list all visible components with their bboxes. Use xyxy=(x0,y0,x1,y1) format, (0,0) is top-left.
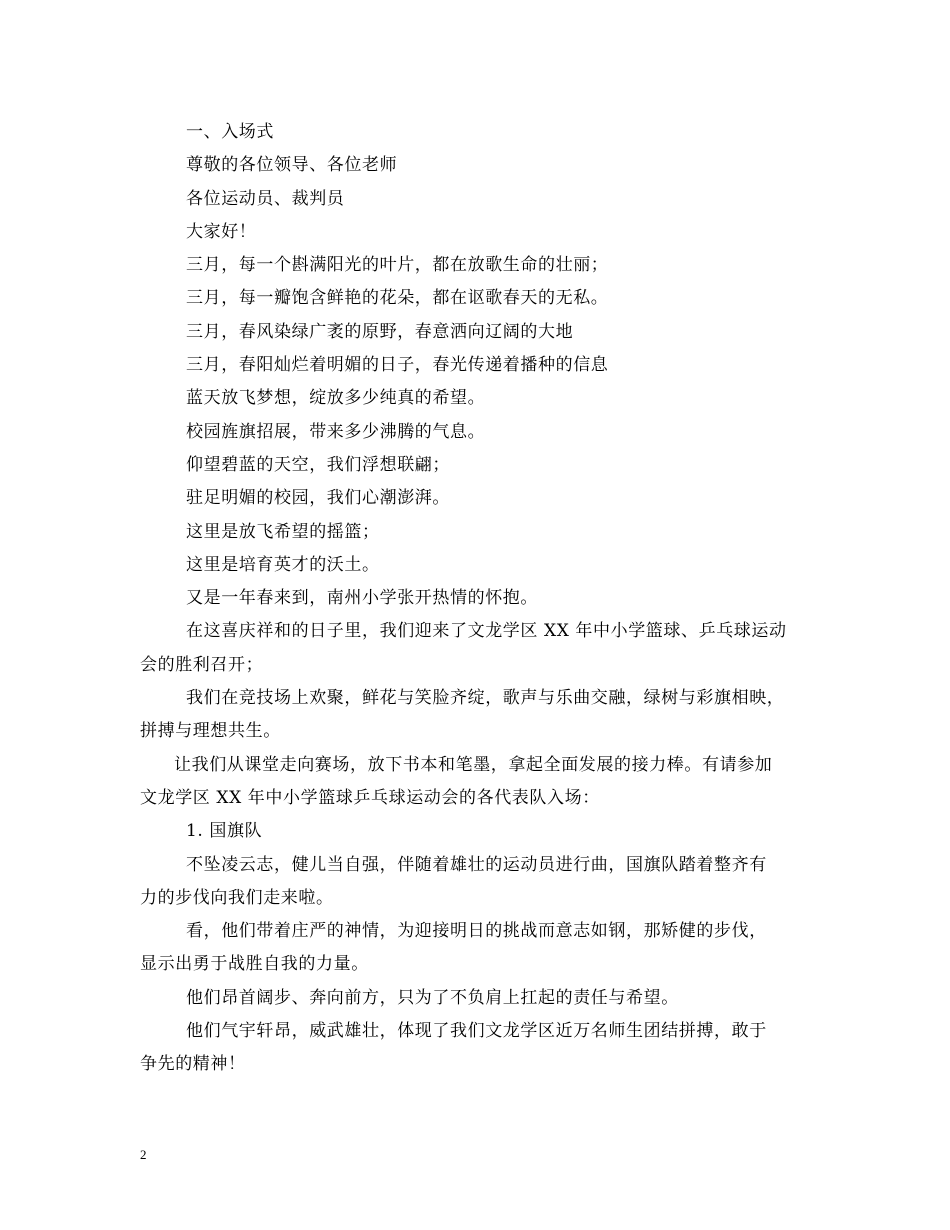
text-line: 蓝天放飞梦想，绽放多少纯真的希望。 xyxy=(186,388,486,409)
text-line: 驻足明媚的校园，我们心潮澎湃。 xyxy=(186,488,450,509)
text-line: 他们气宇轩昂，威武雄壮，体现了我们文龙学区近万名师生团结拼搏，敢于 xyxy=(186,1021,767,1042)
text-line: 他们昂首阔步、奔向前方，只为了不负肩上扛起的责任与希望。 xyxy=(186,987,679,1008)
text-line: 又是一年春来到，南州小学张开热情的怀抱。 xyxy=(186,588,538,609)
text-line: 在这喜庆祥和的日子里，我们迎来了文龙学区 XX 年中小学篮球、乒乓球运动 xyxy=(186,621,787,642)
text-line: 让我们从课堂走向赛场，放下书本和笔墨，拿起全面发展的接力棒。有请参加 xyxy=(174,754,773,775)
greeting-line: 大家好！ xyxy=(186,221,257,242)
text-line: 力的步伐向我们走来啦。 xyxy=(140,887,334,908)
text-line: 看，他们带着庄严的神情，为迎接明日的挑战而意志如钢，那矫健的步伐， xyxy=(186,921,767,942)
text-line: 拼搏与理想共生。 xyxy=(140,721,281,742)
text-line: 这里是放飞希望的摇篮； xyxy=(186,521,380,542)
salutation-line: 各位运动员、裁判员 xyxy=(186,188,345,209)
text-line: 我们在竞技场上欢聚，鲜花与笑脸齐绽，歌声与乐曲交融，绿树与彩旗相映， xyxy=(186,688,785,709)
text-line: 三月，每一个斟满阳光的叶片，都在放歌生命的壮丽； xyxy=(186,255,609,276)
text-line: 文龙学区 XX 年中小学篮球乒乓球运动会的各代表队入场： xyxy=(140,787,600,808)
salutation-line: 尊敬的各位领导、各位老师 xyxy=(186,155,398,176)
page-number: 2 xyxy=(140,1147,147,1162)
body-text xyxy=(140,116,830,1082)
text-line: 显示出勇于战胜自我的力量。 xyxy=(140,954,369,975)
text-line: 争先的精神！ xyxy=(140,1054,246,1075)
text-line: 会的胜利召开； xyxy=(140,654,264,675)
text-line: 这里是培育英才的沃土。 xyxy=(186,554,380,575)
list-item-heading: 1. 国旗队 xyxy=(186,821,263,842)
text-line: 不坠凌云志，健儿当自强，伴随着雄壮的运动员进行曲，国旗队踏着整齐有 xyxy=(186,854,767,875)
text-line: 三月，每一瓣饱含鲜艳的花朵，都在讴歌春天的无私。 xyxy=(186,288,609,309)
text-line: 校园旌旗招展，带来多少沸腾的气息。 xyxy=(186,421,486,442)
text-line: 三月，春风染绿广袤的原野，春意洒向辽阔的大地 xyxy=(186,321,574,342)
section-heading: 一、入场式 xyxy=(186,122,274,142)
text-line: 仰望碧蓝的天空，我们浮想联翩； xyxy=(186,454,450,475)
text-line: 三月，春阳灿烂着明媚的日子，春光传递着播种的信息 xyxy=(186,355,609,376)
